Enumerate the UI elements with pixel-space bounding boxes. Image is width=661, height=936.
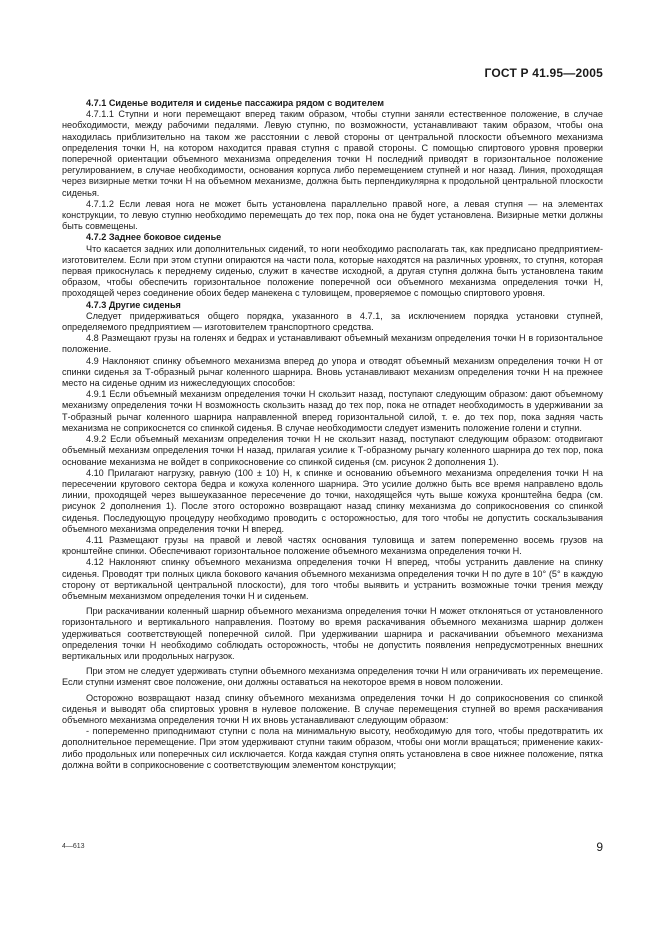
paragraph: 4.9.2 Если объемный механизм определения точки H не скользит назад, поступают следующим образом: отодвигают объемный механизм определения точки H назад, прилагая усилие к Т-образному рычагу коленного шарнира до тех пор, пока основание механизма не войдет в соприкосновение со спинкой сиденья (см. рисунок 2 дополнения 1).: [62, 434, 603, 467]
section-heading: 4.7.3 Другие сиденья: [86, 299, 181, 310]
document-body: [62, 98, 603, 771]
paragraph: 4.9.1 Если объемный механизм определения точки H скользит назад, поступают следующим образом: дают объемному механизму определения точки H возможность скользить назад до тех пор, пока не отпадет необходимость в удерживании за Т-образный рычаг коленного шарнира направленной вперед горизонтальной силой, т. е. до тех пор, пока задняя часть механизма не соприкоснется со спинкой сиденья. В случае необходимости следует изменить положение голени и ступни.: [62, 389, 603, 433]
paragraph: Что касается задних или дополнительных сидений, то ноги необходимо располагать так, как предписано предприятием-изготовителем. Если при этом ступни опираются на части пола, которые находятся на различных уровнях, то ступня, которая первая прикоснулась к переднему сиденью, служит в качестве исходной, а другая ступня должна быть установлена таким образом, чтобы обеспечить горизонтальное положение поперечной оси объемного механизма определения точки H, проходящей через соединение обоих бедер манекена с туловищем, проверяемое с помощью спиртового уровня.: [62, 243, 603, 299]
paragraph: 4.11 Размещают грузы на правой и левой частях основания туловища и затем попеременно восемь грузов на кронштейне спинки. Обеспечивают горизонтальное положение объемного механизма определения точки H.: [62, 534, 603, 557]
paragraph: При этом не следует удерживать ступни объемного механизма определения точки H или ограничивать их перемещение. Если ступни изменят свое положение, они должны оставаться на некоторое время в новом положении.: [62, 666, 603, 688]
page-number: 9: [596, 840, 603, 854]
paragraph: 4.10 Прилагают нагрузку, равную (100 ± 10) Н, к спинке и основанию объемного механизма определения точки H на пересечении кругового сектора бедра и кожуха коленного шарнира. Это усилие должно быть все время направлено вдоль линии, проходящей через вышеуказанное пересечение до точки, находящейся чуть выше кожуха кронштейна бедра (см. рисунок 2 дополнения 1). После этого осторожно возвращают назад спинку механизма до соприкосновения со спинкой сиденья. Последующую процедуру необходимо проводить с осторожностью, для того чтобы не допустить соскальзывания объемного механизма определения точки H вперед.: [62, 467, 603, 534]
paragraph: Следует придерживаться общего порядка, указанного в 4.7.1, за исключением порядка установки ступней, определяемого предприятием — изготовителем транспортного средства.: [62, 310, 603, 333]
section-heading: 4.7.2 Заднее боковое сиденье: [86, 232, 222, 243]
paragraph: - попеременно приподнимают ступни с пола на минимальную высоту, необходимую для того, чтобы предотвратить их дополнительное перемещение. При этом удерживают ступни таким образом, чтобы они могли вращаться; применение каких-либо продольных или поперечных сил исключается. Когда каждая ступня опять установлена в свое нижнее положение, пятка должна войти в соприкосновение с соответствующим элементом конструкции;: [62, 726, 603, 770]
paragraph: Осторожно возвращают назад спинку объемного механизма определения точки H до соприкосновения со спинкой сиденья и выводят оба спиртовых уровня в нулевое положение. В случае перемещения ступней во время раскачивания объемного механизма определения точки H их вновь устанавливают следующим образом:: [62, 692, 603, 725]
paragraph: 4.7.1.1 Ступни и ноги перемещают вперед таким образом, чтобы ступни заняли естественное положение, в случае необходимости, между рабочими педалями. Левую ступню, по возможности, устанавливают таким образом, чтобы она находилась приблизительно на таком же расстоянии с левой стороны от центральной плоскости объемного механизма определения точки H, на котором находится правая ступня с правой стороны. С помощью спиртового уровня проверки поперечной ориентации объемного механизма определения точки H последний приводят в горизонтальное положение регулированием, в случае необходимости, основания корпуса либо перемещением ступней и ног назад. Линия, проходящая через визирные метки точки H на объемном механизме, должна быть перпендикулярна к продольной центральной плоскости сиденья.: [62, 109, 603, 198]
section-heading: 4.7.1 Сиденье водителя и сиденье пассажира рядом с водителем: [86, 98, 384, 108]
paragraph: 4.9 Наклоняют спинку объемного механизма вперед до упора и отводят объемный механизм определения точки H от спинки сиденья за Т-образный рычаг коленного шарнира. Вновь устанавливают механизм определения точки H на прежнее место на сиденье одним из нижеследующих способов:: [62, 355, 603, 389]
document-code-header: ГОСТ Р 41.95—2005: [484, 66, 603, 80]
paragraph: При раскачивании коленный шарнир объемного механизма определения точки H может отклоняться от установленного горизонтального и вертикального направления. Поэтому во время раскачивания объемного механизма шарнир должен удерживаться соответствующей поперечной силой. При удерживании шарнира и раскачивании объемного механизма определения точки H необходимо соблюдать осторожность, чтобы не допустить появления непредусмотренных внешних вертикальных или продольных нагрузок.: [62, 606, 603, 661]
print-code: 4—613: [62, 843, 85, 850]
paragraph: 4.7.1.2 Если левая нога не может быть установлена параллельно правой ноге, а левая ступня — на элементах конструкции, то левую ступню необходимо перемещать до тех пор, пока она не будет установлена. Визирные метки должны быть совмещены.: [62, 198, 603, 232]
paragraph: 4.12 Наклоняют спинку объемного механизма определения точки H вперед, чтобы устранить давление на спинку сиденья. Проводят три полных цикла бокового качания объемного механизма определения точки H по дуге в 10° (5° в каждую сторону от вертикальной центральной плоскости), для того чтобы выявить и устранить возможные точки трения между объемным механизмом определения точки H и сиденьем.: [62, 557, 603, 601]
paragraph: 4.8 Размещают грузы на голенях и бедрах и устанавливают объемный механизм определения точки H в горизонтальное положение.: [62, 333, 603, 355]
